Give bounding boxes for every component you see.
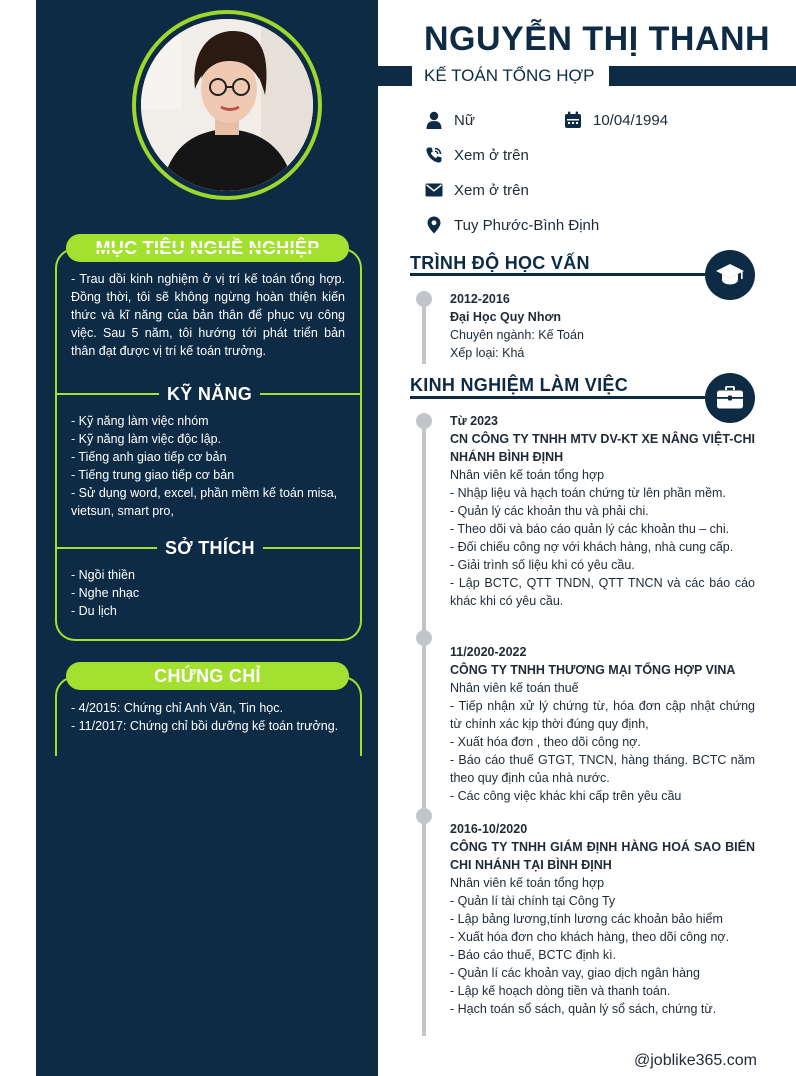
avatar-frame (132, 10, 322, 200)
hobby-item: - Ngồi thiền (71, 568, 135, 582)
hobbies-list (71, 566, 331, 620)
education-period: 2012-2016 (450, 292, 510, 306)
duty-item: - Theo dõi và báo cáo quản lý các khoản thu – chi. (450, 522, 730, 536)
duty-item: - Báo cáo thuế GTGT, TNCN, hàng tháng. BCTC năm theo quy định của nhà nước. (450, 753, 755, 785)
duty-item: - Quản lý các khoản thu và phải chi. (450, 504, 649, 518)
calendar-icon (563, 110, 583, 130)
timeline-dot (416, 630, 432, 646)
location-pin-icon (424, 215, 444, 235)
hobbies-heading: SỞ THÍCH (157, 538, 263, 558)
experience-timeline (422, 420, 426, 1036)
duty-item: - Quản lí tài chính tại Công Ty (450, 894, 616, 908)
timeline-dot (416, 291, 432, 307)
address-row (424, 215, 599, 235)
address-text: Tuy Phước-Bình Định (454, 216, 600, 234)
birthdate-text: 10/04/1994 (593, 111, 669, 129)
experience-company: CN CÔNG TY TNHH MTV DV-KT XE NÂNG VIỆT-CHI NHÁNH BÌNH ĐỊNH (450, 432, 755, 464)
objective-text: - Trau dồi kinh nghiệm ở vị trí kế toán tổng hợp. Đồng thời, tôi sẽ không ngừng hoàn thiện kiến thức và kĩ năng của bản thân để phục vụ công việc. Sau 5 năm, tôi hướng tới phát triển bản thân đạt được vị trí kế toán trưởng. (71, 272, 345, 358)
title-bar-right (609, 66, 796, 86)
experience-heading: KINH NGHIỆM LÀM VIỆC (410, 375, 629, 395)
experience-position: Nhân viên kế toán tổng hợp (450, 468, 605, 482)
skills-heading: KỸ NĂNG (159, 384, 260, 404)
experience-position: Nhân viên kế toán thuế (450, 681, 579, 695)
email-text: Xem ở trên (454, 181, 529, 199)
candidate-name: NGUYỄN THỊ THANH (424, 20, 771, 58)
experience-period: 11/2020-2022 (450, 645, 527, 659)
title-bar-left (378, 66, 412, 86)
skills-list (71, 412, 361, 520)
hobby-item: - Du lịch (71, 604, 117, 618)
avatar (141, 19, 313, 191)
certificates-heading: CHỨNG CHỈ (66, 662, 349, 690)
skill-item: - Kỹ năng làm việc nhóm (71, 414, 209, 428)
skill-item: - Tiếng anh giao tiếp cơ bản (71, 450, 227, 464)
envelope-icon (424, 180, 444, 200)
experience-position: Nhân viên kế toán tổng hợp (450, 876, 605, 890)
certificate-item: - 4/2015: Chứng chỉ Anh Văn, Tin học. (71, 701, 283, 715)
duty-item: - Xuất hóa đơn , theo dõi công nợ. (450, 735, 641, 749)
education-heading: TRÌNH ĐỘ HỌC VẤN (410, 253, 590, 273)
skill-item: - Sử dụng word, excel, phần mềm kế toán misa, (71, 486, 338, 500)
duty-item: - Lập bảng lương,tính lương các khoản bảo hiểm (450, 912, 723, 926)
skill-item: - Tiếng trung giao tiếp cơ bản (71, 468, 235, 482)
duty-item: - Báo cáo thuế, BCTC định kì. (450, 948, 617, 962)
experience-entry (450, 412, 755, 610)
experience-company: CÔNG TY TNHH THƯƠNG MẠI TỔNG HỢP VINA (450, 663, 736, 677)
phone-row (424, 145, 529, 165)
birthdate-row (563, 110, 668, 130)
person-icon (424, 110, 444, 130)
duty-item: - Đối chiếu công nợ với khách hàng, nhà cung cấp. (450, 540, 734, 554)
email-row (424, 180, 529, 200)
objective-heading: MỤC TIÊU NGHỀ NGHIỆP (66, 234, 349, 262)
duty-item: - Xuất hóa đơn cho khách hàng, theo dõi công nợ. (450, 930, 730, 944)
skill-item: vietsun, smart pro, (71, 504, 174, 518)
education-entry (450, 290, 755, 362)
education-timeline (422, 298, 426, 364)
duty-item: - Nhập liệu và hạch toán chứng từ lên phần mềm. (450, 486, 726, 500)
timeline-dot (416, 808, 432, 824)
duty-item: - Hạch toán sổ sách, quản lý sổ sách, chứng từ. (450, 1002, 717, 1016)
timeline-dot (416, 413, 432, 429)
education-rule (410, 273, 710, 276)
duty-item: - Tiếp nhận xử lý chứng từ, hóa đơn cập nhật chứng từ chính xác kịp thời đúng quy định, (450, 699, 755, 731)
duty-item: - Quản lí các khoản vay, giao dịch ngân hàng (450, 966, 700, 980)
education-grade: Xếp loại: Khá (450, 346, 525, 360)
gender-row (424, 110, 475, 130)
duty-item: - Lập kế hoạch dòng tiền và thanh toán. (450, 984, 671, 998)
hobby-item: - Nghe nhạc (71, 586, 140, 600)
duty-item: - Lập BCTC, QTT TNDN, QTT TNCN và các báo cáo khác khi có yêu cầu. (450, 576, 755, 608)
certificates-list (71, 699, 361, 735)
experience-entry (450, 820, 755, 1018)
graduation-cap-icon (715, 263, 745, 287)
education-major: Chuyên ngành: Kế Toán (450, 328, 584, 342)
phone-text: Xem ở trên (454, 146, 529, 164)
experience-rule (410, 396, 710, 399)
skill-item: - Kỹ năng làm việc độc lập. (71, 432, 222, 446)
job-title: KẾ TOÁN TỔNG HỢP (424, 66, 595, 85)
phone-icon (424, 145, 444, 165)
watermark: @joblike365.com (634, 1052, 757, 1069)
certificate-item: - 11/2017: Chứng chỉ bồi dưỡng kế toán trưởng. (71, 719, 339, 733)
sidebar (36, 0, 378, 1076)
avatar-image (141, 19, 313, 191)
experience-period: Từ 2023 (450, 414, 498, 428)
experience-company: CÔNG TY TNHH GIÁM ĐỊNH HÀNG HOÁ SAO BIỂN CHI NHÁNH TẠI BÌNH ĐỊNH (450, 840, 755, 872)
education-school: Đại Học Quy Nhơn (450, 310, 561, 324)
experience-entry (450, 643, 755, 805)
experience-period: 2016-10/2020 (450, 822, 528, 836)
duty-item: - Giải trình số liệu khi có yêu cầu. (450, 558, 635, 572)
briefcase-icon (716, 386, 744, 410)
duty-item: - Các công việc khác khi cấp trên yêu cầu (450, 789, 682, 803)
gender-text: Nữ (454, 111, 475, 129)
